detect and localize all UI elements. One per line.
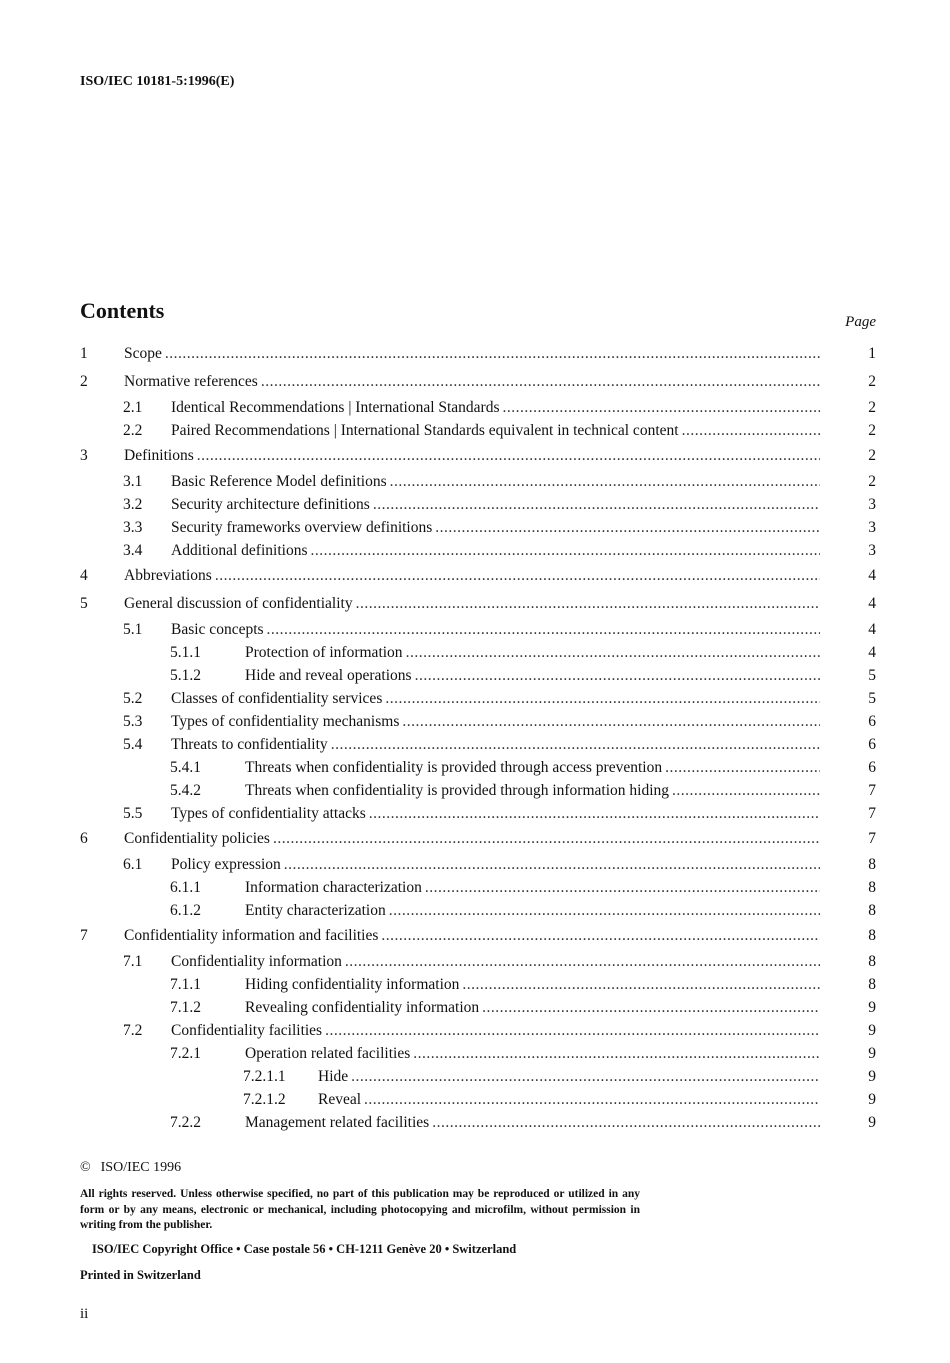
toc-entry-page: 9 [868, 1022, 876, 1039]
toc-entry[interactable] [80, 950, 876, 973]
dot-leader [351, 1065, 820, 1088]
toc-entry-title: Basic concepts [171, 618, 267, 641]
dot-leader [261, 368, 820, 396]
toc-entry-page: 2 [868, 373, 876, 390]
toc-entry-number: 3.1 [123, 473, 143, 490]
toc-entry-leader [245, 899, 820, 922]
toc-entry-title: Threats to confidentiality [171, 733, 331, 756]
toc-entry-leader [245, 756, 820, 779]
toc-entry[interactable] [80, 1088, 876, 1111]
toc-entry-number: 7.1.2 [170, 999, 201, 1016]
toc-entry-page: 4 [868, 595, 876, 612]
toc-entry-page: 2 [868, 422, 876, 439]
toc-entry-title: Normative references [124, 368, 261, 396]
toc-entry-title: Operation related facilities [245, 1042, 413, 1065]
toc-entry-page: 3 [868, 496, 876, 513]
toc-entry-leader [124, 368, 820, 396]
toc-entry-title: Classes of confidentiality services [171, 687, 385, 710]
toc-entry-page: 3 [868, 542, 876, 559]
toc-entry-leader [318, 1088, 820, 1111]
toc-entry-title: Threats when confidentiality is provided through access prevention [245, 756, 665, 779]
toc-entry-title: Security frameworks overview definitions [171, 516, 435, 539]
toc-entry-page: 3 [868, 519, 876, 536]
copyright-line [80, 1160, 640, 1176]
dot-leader [385, 687, 820, 710]
dot-leader [425, 876, 820, 899]
toc-entry-number: 5.1 [123, 621, 143, 638]
toc-entry-title: Basic Reference Model definitions [171, 470, 390, 493]
toc-entry-leader [171, 950, 820, 973]
toc-entry-number: 2.1 [123, 399, 143, 416]
toc-entry-number: 1 [80, 345, 88, 362]
toc-entry-leader [245, 779, 820, 802]
dot-leader [273, 825, 820, 853]
toc-entry[interactable] [80, 973, 876, 996]
toc-entry-page: 6 [868, 759, 876, 776]
toc-entry-number: 7.1.1 [170, 976, 201, 993]
toc-entry-page: 2 [868, 447, 876, 464]
toc-entry-title: Hide and reveal operations [245, 664, 415, 687]
toc-entry-title: Revealing confidentiality information [245, 996, 482, 1019]
toc-entry-number: 5.3 [123, 713, 143, 730]
dot-leader [369, 802, 820, 825]
toc-entry[interactable] [80, 853, 876, 876]
rights-statement: All rights reserved. Unless otherwise specified, no part of this publication may be reproduced or utilized in any form or by any means, electronic or mechanical, including photocopying and microfilm, without permission in writing from the publisher. [80, 1188, 640, 1231]
dot-leader [406, 641, 820, 664]
toc-entry-title: Hiding confidentiality information [245, 973, 462, 996]
toc-entry-leader [245, 996, 820, 1019]
toc-entry-number: 3.4 [123, 542, 143, 559]
toc-entry-number: 6.1.1 [170, 879, 201, 896]
toc-entry[interactable] [80, 733, 876, 756]
toc-entry-leader [171, 733, 820, 756]
toc-entry[interactable] [80, 396, 876, 419]
dot-leader [284, 853, 820, 876]
toc-entry-title: Additional definitions [171, 539, 310, 562]
toc-entry-title: Threats when confidentiality is provided through information hiding [245, 779, 672, 802]
toc-entry-page: 6 [868, 736, 876, 753]
toc-entry-number: 7.2.1.1 [243, 1068, 286, 1085]
toc-entry-page: 8 [868, 902, 876, 919]
dot-leader [682, 419, 820, 442]
dot-leader [310, 539, 820, 562]
toc-entry-title: Confidentiality information [171, 950, 345, 973]
toc-entry-number: 7.2.2 [170, 1114, 201, 1131]
toc-entry[interactable] [80, 756, 876, 779]
toc-entry-page: 7 [868, 805, 876, 822]
toc-entry-leader [171, 618, 820, 641]
dot-leader [165, 340, 820, 368]
toc-entry-leader [171, 419, 820, 442]
toc-entry-number: 5.4 [123, 736, 143, 753]
toc-entry-page: 2 [868, 473, 876, 490]
toc-entry-title: Confidentiality information and facilities [124, 922, 381, 950]
dot-leader [503, 396, 820, 419]
toc-entry-page: 7 [868, 782, 876, 799]
dot-leader [402, 710, 820, 733]
toc-entry-page: 2 [868, 399, 876, 416]
dot-leader [356, 590, 820, 618]
toc-entry-title: Confidentiality policies [124, 825, 273, 853]
toc-entry-title: Definitions [124, 442, 197, 470]
toc-entry[interactable] [80, 562, 876, 590]
toc-entry-leader [124, 340, 820, 368]
toc-entry[interactable] [80, 825, 876, 853]
toc-entry-number: 5.5 [123, 805, 143, 822]
document-header: ISO/IEC 10181-5:1996(E) [80, 74, 235, 89]
toc-entry-page: 8 [868, 879, 876, 896]
toc-entry-title: Protection of information [245, 641, 406, 664]
toc-entry-number: 7.2.1 [170, 1045, 201, 1062]
toc-entry-leader [171, 853, 820, 876]
toc-entry[interactable] [80, 516, 876, 539]
toc-entry[interactable] [80, 618, 876, 641]
dot-leader [364, 1088, 820, 1111]
toc-entry-page: 9 [868, 1068, 876, 1085]
toc-entry-leader [171, 470, 820, 493]
toc-entry-number: 7.2 [123, 1022, 143, 1039]
toc-entry-page: 9 [868, 1091, 876, 1108]
page-column-label: Page [845, 314, 876, 330]
toc-entry-leader [245, 664, 820, 687]
toc-entry-number: 2 [80, 373, 88, 390]
toc-entry-leader [245, 1042, 820, 1065]
copyright-office: ISO/IEC Copyright Office • Case postale 56 • CH-1211 Genève 20 • Switzerland [92, 1241, 517, 1256]
toc-entry-page: 7 [868, 830, 876, 847]
copyright-text: ISO/IEC 1996 [100, 1160, 182, 1175]
toc-entry-number: 7.1 [123, 953, 143, 970]
toc-entry[interactable] [80, 687, 876, 710]
dot-leader [665, 756, 820, 779]
toc-entry-title: Types of confidentiality mechanisms [171, 710, 402, 733]
page-number: ii [80, 1306, 89, 1322]
toc-entry[interactable] [80, 641, 876, 664]
toc-entry-leader [171, 687, 820, 710]
toc-entry-page: 4 [868, 567, 876, 584]
toc-entry[interactable] [80, 590, 876, 618]
toc-entry-title: Paired Recommendations | International Standards equivalent in technical content [171, 419, 682, 442]
toc-entry[interactable] [80, 996, 876, 1019]
printed-in: Printed in Switzerland [80, 1267, 201, 1282]
dot-leader [415, 664, 820, 687]
toc-entry-number: 6 [80, 830, 88, 847]
toc-entry-leader [124, 922, 820, 950]
toc-entry-title: Types of confidentiality attacks [171, 802, 369, 825]
toc-entry-page: 9 [868, 999, 876, 1016]
toc-entry-leader [171, 516, 820, 539]
dot-leader [462, 973, 820, 996]
contents-title: Contents [80, 298, 165, 323]
toc-entry-leader [245, 1111, 820, 1134]
toc-entry-page: 5 [868, 690, 876, 707]
toc-entry-page: 8 [868, 976, 876, 993]
toc-entry-leader [171, 493, 820, 516]
toc-entry-leader [171, 710, 820, 733]
toc-entry[interactable] [80, 340, 876, 368]
toc-entry-title: Identical Recommendations | International Standards [171, 396, 503, 419]
toc-entry-number: 5.4.2 [170, 782, 201, 799]
dot-leader [482, 996, 820, 1019]
toc-entry-title: Entity characterization [245, 899, 389, 922]
toc-entry-leader [318, 1065, 820, 1088]
dot-leader [267, 618, 820, 641]
toc-entry[interactable] [80, 802, 876, 825]
toc-entry-number: 7.2.1.2 [243, 1091, 286, 1108]
toc-entry-number: 5.1.2 [170, 667, 201, 684]
toc-entry-title: Reveal [318, 1088, 364, 1111]
toc-entry[interactable] [80, 899, 876, 922]
toc-entry-number: 4 [80, 567, 88, 584]
toc-entry[interactable] [80, 419, 876, 442]
toc-entry-number: 3.3 [123, 519, 143, 536]
dot-leader [381, 922, 820, 950]
toc-entry[interactable] [80, 779, 876, 802]
toc-entry[interactable] [80, 710, 876, 733]
copyright-footer [80, 1160, 640, 1283]
toc-entry-page: 8 [868, 927, 876, 944]
toc-entry-page: 4 [868, 621, 876, 638]
toc-entry-title: Scope [124, 340, 165, 368]
toc-entry[interactable] [80, 1042, 876, 1065]
toc-entry[interactable] [80, 368, 876, 396]
toc-entry-title: Hide [318, 1065, 351, 1088]
toc-entry-number: 3.2 [123, 496, 143, 513]
toc-entry-leader [171, 396, 820, 419]
toc-entry-page: 9 [868, 1045, 876, 1062]
toc-entry[interactable] [80, 664, 876, 687]
dot-leader [389, 899, 820, 922]
toc-entry[interactable] [80, 1019, 876, 1042]
toc-entry-leader [171, 1019, 820, 1042]
dot-leader [345, 950, 820, 973]
toc-entry-leader [124, 442, 820, 470]
toc-entry[interactable] [80, 539, 876, 562]
toc-entry-page: 6 [868, 713, 876, 730]
toc-entry-title: Confidentiality facilities [171, 1019, 325, 1042]
dot-leader [215, 562, 820, 590]
toc-entry-leader [124, 562, 820, 590]
toc-entry[interactable] [80, 1111, 876, 1134]
dot-leader [435, 516, 820, 539]
table-of-contents [80, 340, 876, 1134]
toc-entry[interactable] [80, 876, 876, 899]
toc-entry[interactable] [80, 1065, 876, 1088]
toc-entry-number: 5 [80, 595, 88, 612]
dot-leader [373, 493, 820, 516]
toc-entry-number: 2.2 [123, 422, 143, 439]
toc-entry[interactable] [80, 442, 876, 470]
dot-leader [197, 442, 820, 470]
toc-entry-page: 5 [868, 667, 876, 684]
dot-leader [325, 1019, 820, 1042]
toc-entry-number: 5.2 [123, 690, 143, 707]
toc-entry-number: 6.1 [123, 856, 143, 873]
toc-entry-number: 3 [80, 447, 88, 464]
dot-leader [432, 1111, 820, 1134]
copyright-icon: © [80, 1160, 91, 1175]
dot-leader [413, 1042, 820, 1065]
toc-entry[interactable] [80, 493, 876, 516]
toc-entry-title: Management related facilities [245, 1111, 432, 1134]
toc-entry-number: 5.1.1 [170, 644, 201, 661]
toc-entry-page: 8 [868, 856, 876, 873]
toc-entry-title: General discussion of confidentiality [124, 590, 356, 618]
toc-entry-leader [245, 876, 820, 899]
toc-entry-title: Information characterization [245, 876, 425, 899]
toc-entry-number: 7 [80, 927, 88, 944]
toc-entry-leader [124, 825, 820, 853]
toc-entry-page: 9 [868, 1114, 876, 1131]
toc-entry-leader [245, 973, 820, 996]
toc-entry-leader [245, 641, 820, 664]
toc-entry-leader [124, 590, 820, 618]
dot-leader [331, 733, 820, 756]
toc-entry-title: Abbreviations [124, 562, 215, 590]
toc-entry[interactable] [80, 922, 876, 950]
toc-entry-leader [171, 802, 820, 825]
toc-entry-number: 5.4.1 [170, 759, 201, 776]
toc-entry-leader [171, 539, 820, 562]
toc-entry-page: 4 [868, 644, 876, 661]
toc-entry-page: 1 [868, 345, 876, 362]
dot-leader [390, 470, 820, 493]
toc-entry-page: 8 [868, 953, 876, 970]
toc-entry-title: Policy expression [171, 853, 284, 876]
toc-entry-number: 6.1.2 [170, 902, 201, 919]
dot-leader [672, 779, 820, 802]
toc-entry[interactable] [80, 470, 876, 493]
toc-entry-title: Security architecture definitions [171, 493, 373, 516]
